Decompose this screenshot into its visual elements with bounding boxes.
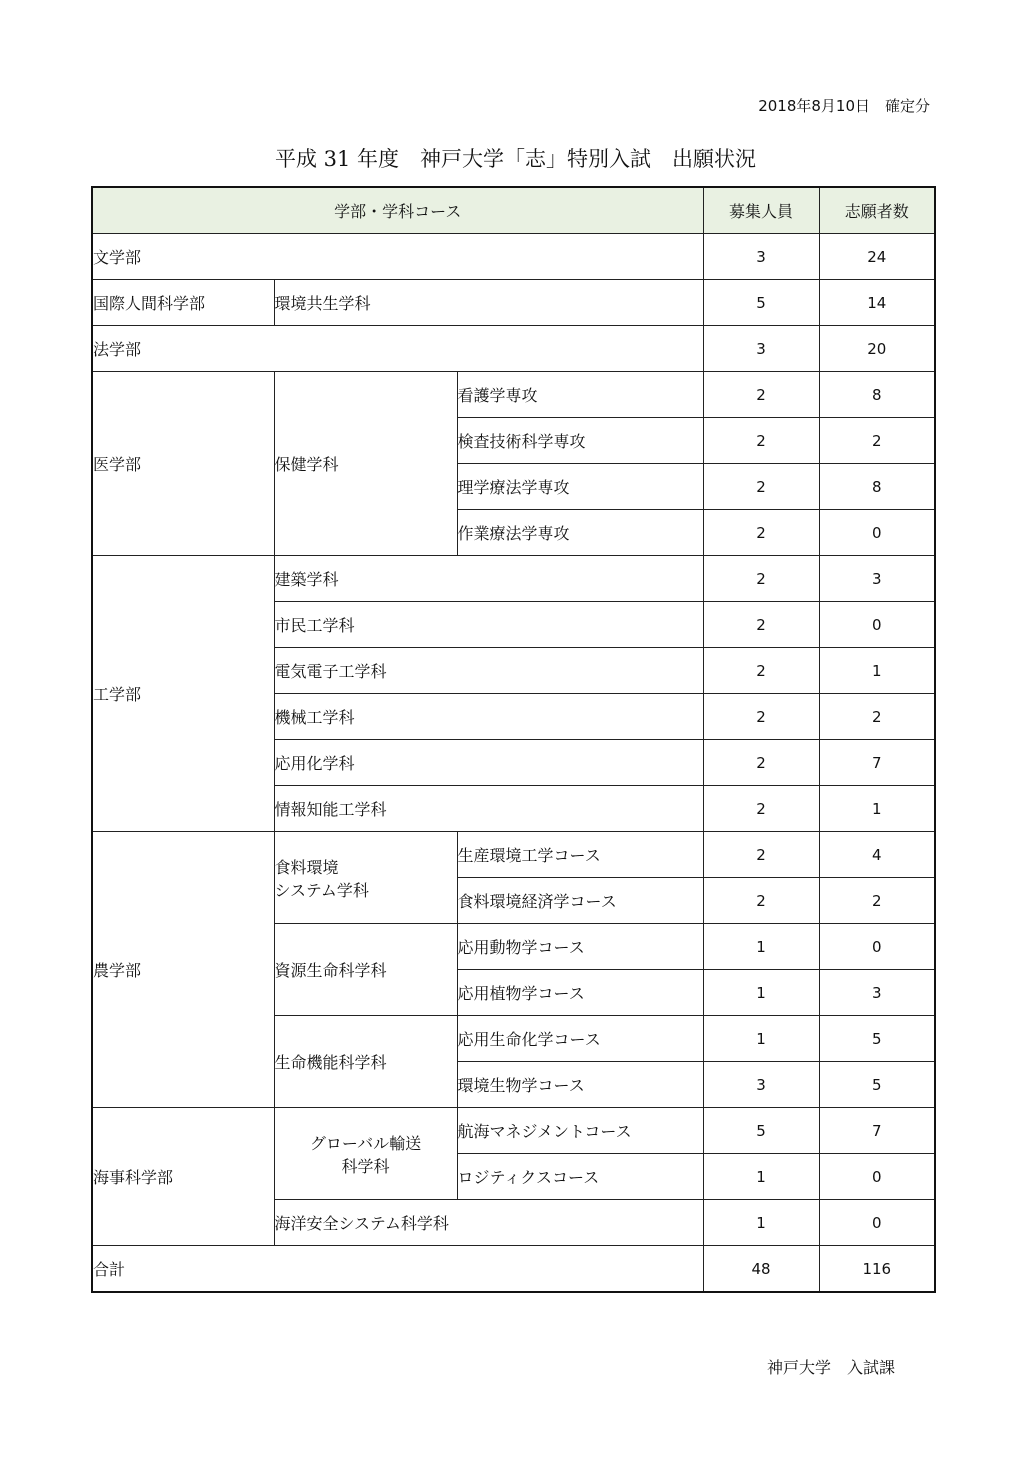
dept-cell: 環境共生学科 xyxy=(274,280,703,326)
course-cell: 環境生物学コース xyxy=(457,1062,703,1108)
course-cell: 食料環境経済学コース xyxy=(457,878,703,924)
applicants-cell: 2 xyxy=(819,418,935,464)
course-cell: 理学療法学専攻 xyxy=(457,464,703,510)
dept-cell: 建築学科 xyxy=(274,556,703,602)
applicants-cell: 2 xyxy=(819,878,935,924)
applicants-cell: 5 xyxy=(819,1062,935,1108)
course-cell: 生産環境工学コース xyxy=(457,832,703,878)
faculty-cell: 国際人間科学部 xyxy=(92,280,274,326)
dept-cell: 電気電子工学科 xyxy=(274,648,703,694)
applicants-cell: 20 xyxy=(819,326,935,372)
quota-cell: 2 xyxy=(703,602,819,648)
applicants-cell: 2 xyxy=(819,694,935,740)
header-quota: 募集人員 xyxy=(703,187,819,234)
quota-cell: 2 xyxy=(703,694,819,740)
dept-cell xyxy=(274,832,457,924)
applicants-cell: 24 xyxy=(819,234,935,280)
applicants-cell: 0 xyxy=(819,1200,935,1246)
course-cell: 航海マネジメントコース xyxy=(457,1108,703,1154)
total-quota: 48 xyxy=(703,1246,819,1293)
footer-office: 神戸大学 入試課 xyxy=(766,1358,895,1377)
table-row xyxy=(92,1108,935,1154)
applicants-cell: 8 xyxy=(819,372,935,418)
table-row xyxy=(92,372,935,418)
quota-cell: 1 xyxy=(703,1154,819,1200)
quota-cell: 2 xyxy=(703,786,819,832)
applicants-cell: 4 xyxy=(819,832,935,878)
applicants-cell: 14 xyxy=(819,280,935,326)
total-row xyxy=(92,1246,935,1293)
dept-cell: 機械工学科 xyxy=(274,694,703,740)
quota-cell: 2 xyxy=(703,648,819,694)
applicants-cell: 7 xyxy=(819,740,935,786)
applicants-cell: 3 xyxy=(819,556,935,602)
header-applicants: 志願者数 xyxy=(819,187,935,234)
dept-line: グローバル輸送 xyxy=(309,1133,422,1153)
faculty-cell: 海事科学部 xyxy=(92,1108,274,1246)
course-cell: 作業療法学専攻 xyxy=(457,510,703,556)
dept-cell: 海洋安全システム科学科 xyxy=(274,1200,703,1246)
applicants-cell: 3 xyxy=(819,970,935,1016)
applicant-table xyxy=(91,186,936,1293)
page-title: 平成 31 年度 神戸大学「志」特別入試 出願状況 xyxy=(274,147,757,171)
quota-cell: 1 xyxy=(703,1016,819,1062)
header-course: 学部・学科コース xyxy=(92,187,703,234)
quota-cell: 2 xyxy=(703,418,819,464)
dept-line: 科学科 xyxy=(341,1156,390,1176)
quota-cell: 2 xyxy=(703,740,819,786)
quota-cell: 2 xyxy=(703,464,819,510)
course-cell: ロジティクスコース xyxy=(457,1154,703,1200)
applicants-cell: 1 xyxy=(819,648,935,694)
quota-cell: 1 xyxy=(703,924,819,970)
total-label: 合計 xyxy=(92,1246,703,1293)
faculty-cell: 医学部 xyxy=(92,372,274,556)
course-cell: 応用生命化学コース xyxy=(457,1016,703,1062)
dept-cell xyxy=(274,1108,457,1200)
course-cell: 検査技術科学専攻 xyxy=(457,418,703,464)
table-row xyxy=(92,832,935,878)
quota-cell: 1 xyxy=(703,1200,819,1246)
applicants-cell: 1 xyxy=(819,786,935,832)
faculty-cell: 文学部 xyxy=(92,234,703,280)
faculty-cell: 法学部 xyxy=(92,326,703,372)
quota-cell: 1 xyxy=(703,970,819,1016)
applicants-cell: 8 xyxy=(819,464,935,510)
table-row xyxy=(92,280,935,326)
quota-cell: 5 xyxy=(703,1108,819,1154)
applicants-cell: 5 xyxy=(819,1016,935,1062)
table-row xyxy=(92,556,935,602)
quota-cell: 2 xyxy=(703,510,819,556)
course-cell: 応用植物学コース xyxy=(457,970,703,1016)
table-row xyxy=(92,234,935,280)
table-row xyxy=(92,326,935,372)
applicants-cell: 0 xyxy=(819,602,935,648)
quota-cell: 5 xyxy=(703,280,819,326)
quota-cell: 2 xyxy=(703,372,819,418)
dept-cell: 情報知能工学科 xyxy=(274,786,703,832)
dept-cell: 保健学科 xyxy=(274,372,457,556)
dept-cell: 生命機能科学科 xyxy=(274,1016,457,1108)
dept-line: システム学科 xyxy=(274,880,369,900)
quota-cell: 2 xyxy=(703,556,819,602)
dept-cell: 応用化学科 xyxy=(274,740,703,786)
quota-cell: 3 xyxy=(703,234,819,280)
applicants-cell: 7 xyxy=(819,1108,935,1154)
table-header-row xyxy=(92,187,935,234)
quota-cell: 2 xyxy=(703,878,819,924)
faculty-cell: 工学部 xyxy=(92,556,274,832)
applicants-cell: 0 xyxy=(819,924,935,970)
course-cell: 応用動物学コース xyxy=(457,924,703,970)
dept-cell: 市民工学科 xyxy=(274,602,703,648)
quota-cell: 3 xyxy=(703,326,819,372)
faculty-cell: 農学部 xyxy=(92,832,274,1108)
dept-line: 食料環境 xyxy=(274,857,339,877)
quota-cell: 2 xyxy=(703,832,819,878)
applicants-cell: 0 xyxy=(819,510,935,556)
applicants-cell: 0 xyxy=(819,1154,935,1200)
date-label: 2018年8月10日 確定分 xyxy=(758,97,930,115)
total-applicants: 116 xyxy=(819,1246,935,1293)
course-cell: 看護学専攻 xyxy=(457,372,703,418)
dept-cell: 資源生命科学科 xyxy=(274,924,457,1016)
quota-cell: 3 xyxy=(703,1062,819,1108)
